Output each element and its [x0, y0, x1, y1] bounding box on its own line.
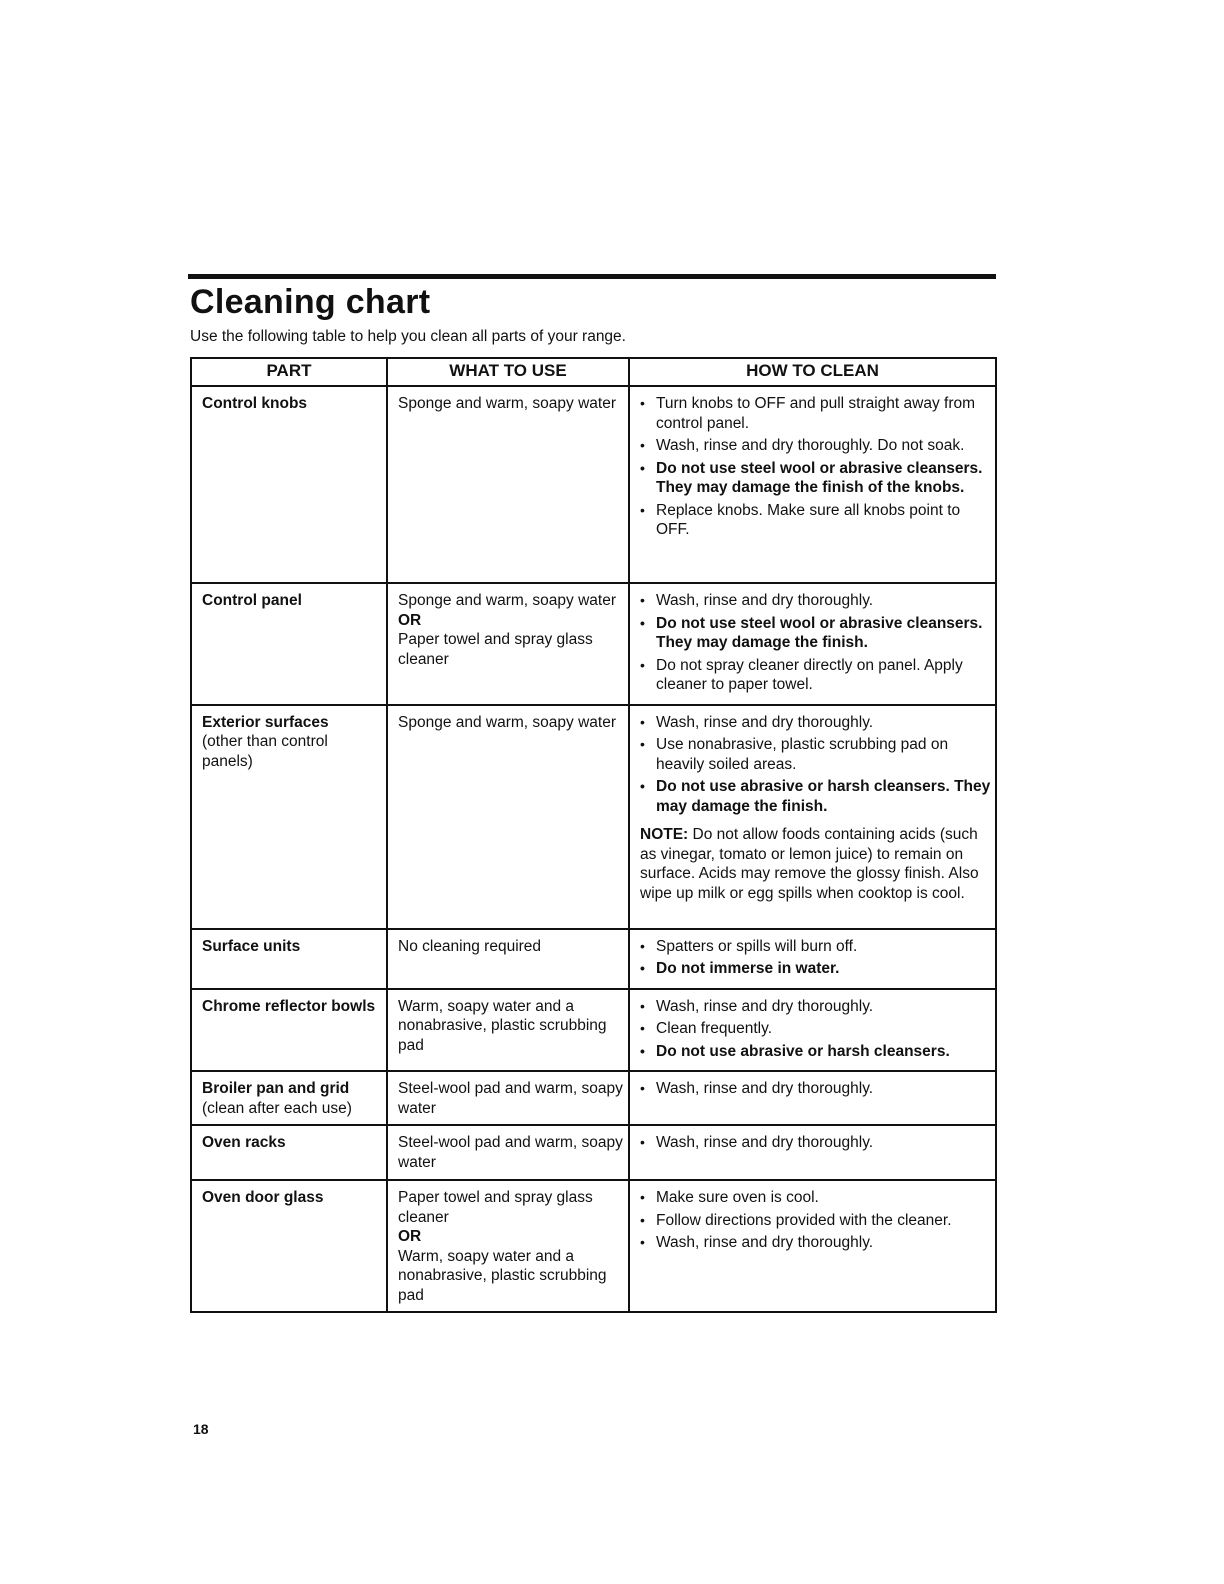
instruction-item: • Wash, rinse and dry thoroughly.: [640, 591, 991, 611]
or-separator: OR: [398, 611, 422, 629]
how-to-clean-cell: [629, 1071, 996, 1125]
part-name: Control panel: [202, 592, 302, 609]
part-name: Oven racks: [202, 1134, 286, 1151]
what-to-use-cell: [387, 705, 629, 929]
instruction-list: [640, 1188, 991, 1253]
how-to-clean-cell: [629, 583, 996, 705]
note-block: [640, 825, 991, 903]
how-to-clean-cell: [629, 705, 996, 929]
cleaning-material: Warm, soapy water and a nonabrasive, plastic scrubbing pad: [398, 1247, 607, 1304]
instruction-list: [640, 1133, 991, 1153]
part-note: (other than control panels): [202, 733, 328, 770]
what-to-use-cell: [387, 929, 629, 989]
part-name: Surface units: [202, 937, 301, 955]
table-row: [191, 705, 996, 929]
part-note: (clean after each use): [202, 1099, 352, 1117]
what-to-use-cell: [387, 1071, 629, 1125]
how-to-clean-cell: [629, 929, 996, 989]
page-number: 18: [193, 1421, 209, 1437]
table-row: [191, 1180, 996, 1312]
part-cell: [191, 583, 387, 705]
how-to-clean-cell: [629, 989, 996, 1072]
warning-item: • Do not use abrasive or harsh cleansers. They may damage the finish.: [640, 777, 991, 816]
instruction-list: [640, 394, 991, 540]
cleaning-material: Steel-wool pad and warm, soapy water: [398, 1080, 623, 1117]
cleaning-material: Steel-wool pad and warm, soapy water: [398, 1134, 623, 1171]
instruction-item: • Wash, rinse and dry thoroughly.: [640, 713, 991, 733]
cleaning-material: Sponge and warm, soapy water: [398, 592, 616, 609]
part-name: Oven door glass: [202, 1189, 324, 1206]
part-name: Chrome reflector bowls: [202, 997, 376, 1015]
instruction-item: • Wash, rinse and dry thoroughly.: [640, 1079, 991, 1099]
warning-item: • Do not immerse in water.: [640, 959, 991, 979]
part-name: Control knobs: [202, 395, 308, 412]
header-how-to-clean: HOW TO CLEAN: [629, 358, 996, 386]
instruction-item: • Make sure oven is cool.: [640, 1188, 991, 1208]
note-label: NOTE:: [640, 826, 689, 843]
cleaning-material: No cleaning required: [398, 937, 542, 955]
instruction-list: [640, 937, 991, 979]
table-header-row: [191, 358, 996, 386]
table-row: [191, 929, 996, 989]
cleaning-material: Warm, soapy water and a nonabrasive, plastic scrubbing pad: [398, 997, 607, 1054]
instruction-item: • Use nonabrasive, plastic scrubbing pad on heavily soiled areas.: [640, 735, 991, 774]
part-cell: [191, 705, 387, 929]
part-name: Exterior surfaces: [202, 713, 329, 731]
page-subtitle: Use the following table to help you clean all parts of your range.: [190, 328, 626, 345]
table-row: [191, 1071, 996, 1125]
cleaning-table: [190, 357, 997, 1313]
what-to-use-cell: [387, 1125, 629, 1180]
warning-item: • Do not use abrasive or harsh cleansers.: [640, 1042, 991, 1062]
instruction-item: • Do not spray cleaner directly on panel. Apply cleaner to paper towel.: [640, 656, 991, 695]
part-cell: [191, 1180, 387, 1312]
page-title: Cleaning chart: [190, 283, 431, 321]
instruction-item: • Wash, rinse and dry thoroughly.: [640, 997, 991, 1017]
how-to-clean-cell: [629, 386, 996, 583]
header-part: PART: [191, 358, 387, 386]
cleaning-material: Sponge and warm, soapy water: [398, 395, 616, 412]
cleaning-material: Sponge and warm, soapy water: [398, 713, 616, 731]
header-what-to-use: WHAT TO USE: [387, 358, 629, 386]
instruction-item: • Wash, rinse and dry thoroughly.: [640, 1133, 991, 1153]
part-cell: [191, 989, 387, 1072]
what-to-use-cell: [387, 989, 629, 1072]
instruction-list: [640, 591, 991, 695]
table-body: [191, 386, 996, 1312]
table-row: [191, 583, 996, 705]
part-cell: [191, 1071, 387, 1125]
instruction-item: • Clean frequently.: [640, 1019, 991, 1039]
cleaning-material: Paper towel and spray glass cleaner: [398, 631, 593, 668]
part-cell: [191, 386, 387, 583]
what-to-use-cell: [387, 386, 629, 583]
what-to-use-cell: [387, 1180, 629, 1312]
instruction-item: • Turn knobs to OFF and pull straight away from control panel.: [640, 394, 991, 433]
or-separator: OR: [398, 1228, 422, 1245]
warning-item: • Do not use steel wool or abrasive cleansers. They may damage the finish of the knobs.: [640, 459, 991, 498]
table-row: [191, 1125, 996, 1180]
table-row: [191, 386, 996, 583]
instruction-item: • Spatters or spills will burn off.: [640, 937, 991, 957]
part-cell: [191, 929, 387, 989]
part-cell: [191, 1125, 387, 1180]
how-to-clean-cell: [629, 1125, 996, 1180]
note-text: Do not allow foods containing acids (such as vinegar, tomato or lemon juice) to remain on surface. Acids may remove the glossy finish. Also wipe up milk or egg spills when cooktop is cool.: [640, 826, 979, 902]
instruction-item: • Replace knobs. Make sure all knobs point to OFF.: [640, 501, 991, 540]
instruction-item: • Wash, rinse and dry thoroughly.: [640, 1233, 991, 1253]
table-row: [191, 989, 996, 1072]
what-to-use-cell: [387, 583, 629, 705]
instruction-list: [640, 997, 991, 1062]
instruction-item: • Wash, rinse and dry thoroughly. Do not soak.: [640, 436, 991, 456]
warning-item: • Do not use steel wool or abrasive cleansers. They may damage the finish.: [640, 614, 991, 653]
title-rule: [188, 274, 996, 279]
instruction-item: • Follow directions provided with the cleaner.: [640, 1211, 991, 1231]
instruction-list: [640, 713, 991, 817]
instruction-list: [640, 1079, 991, 1099]
how-to-clean-cell: [629, 1180, 996, 1312]
part-name: Broiler pan and grid: [202, 1080, 350, 1097]
cleaning-material: Paper towel and spray glass cleaner: [398, 1189, 593, 1226]
